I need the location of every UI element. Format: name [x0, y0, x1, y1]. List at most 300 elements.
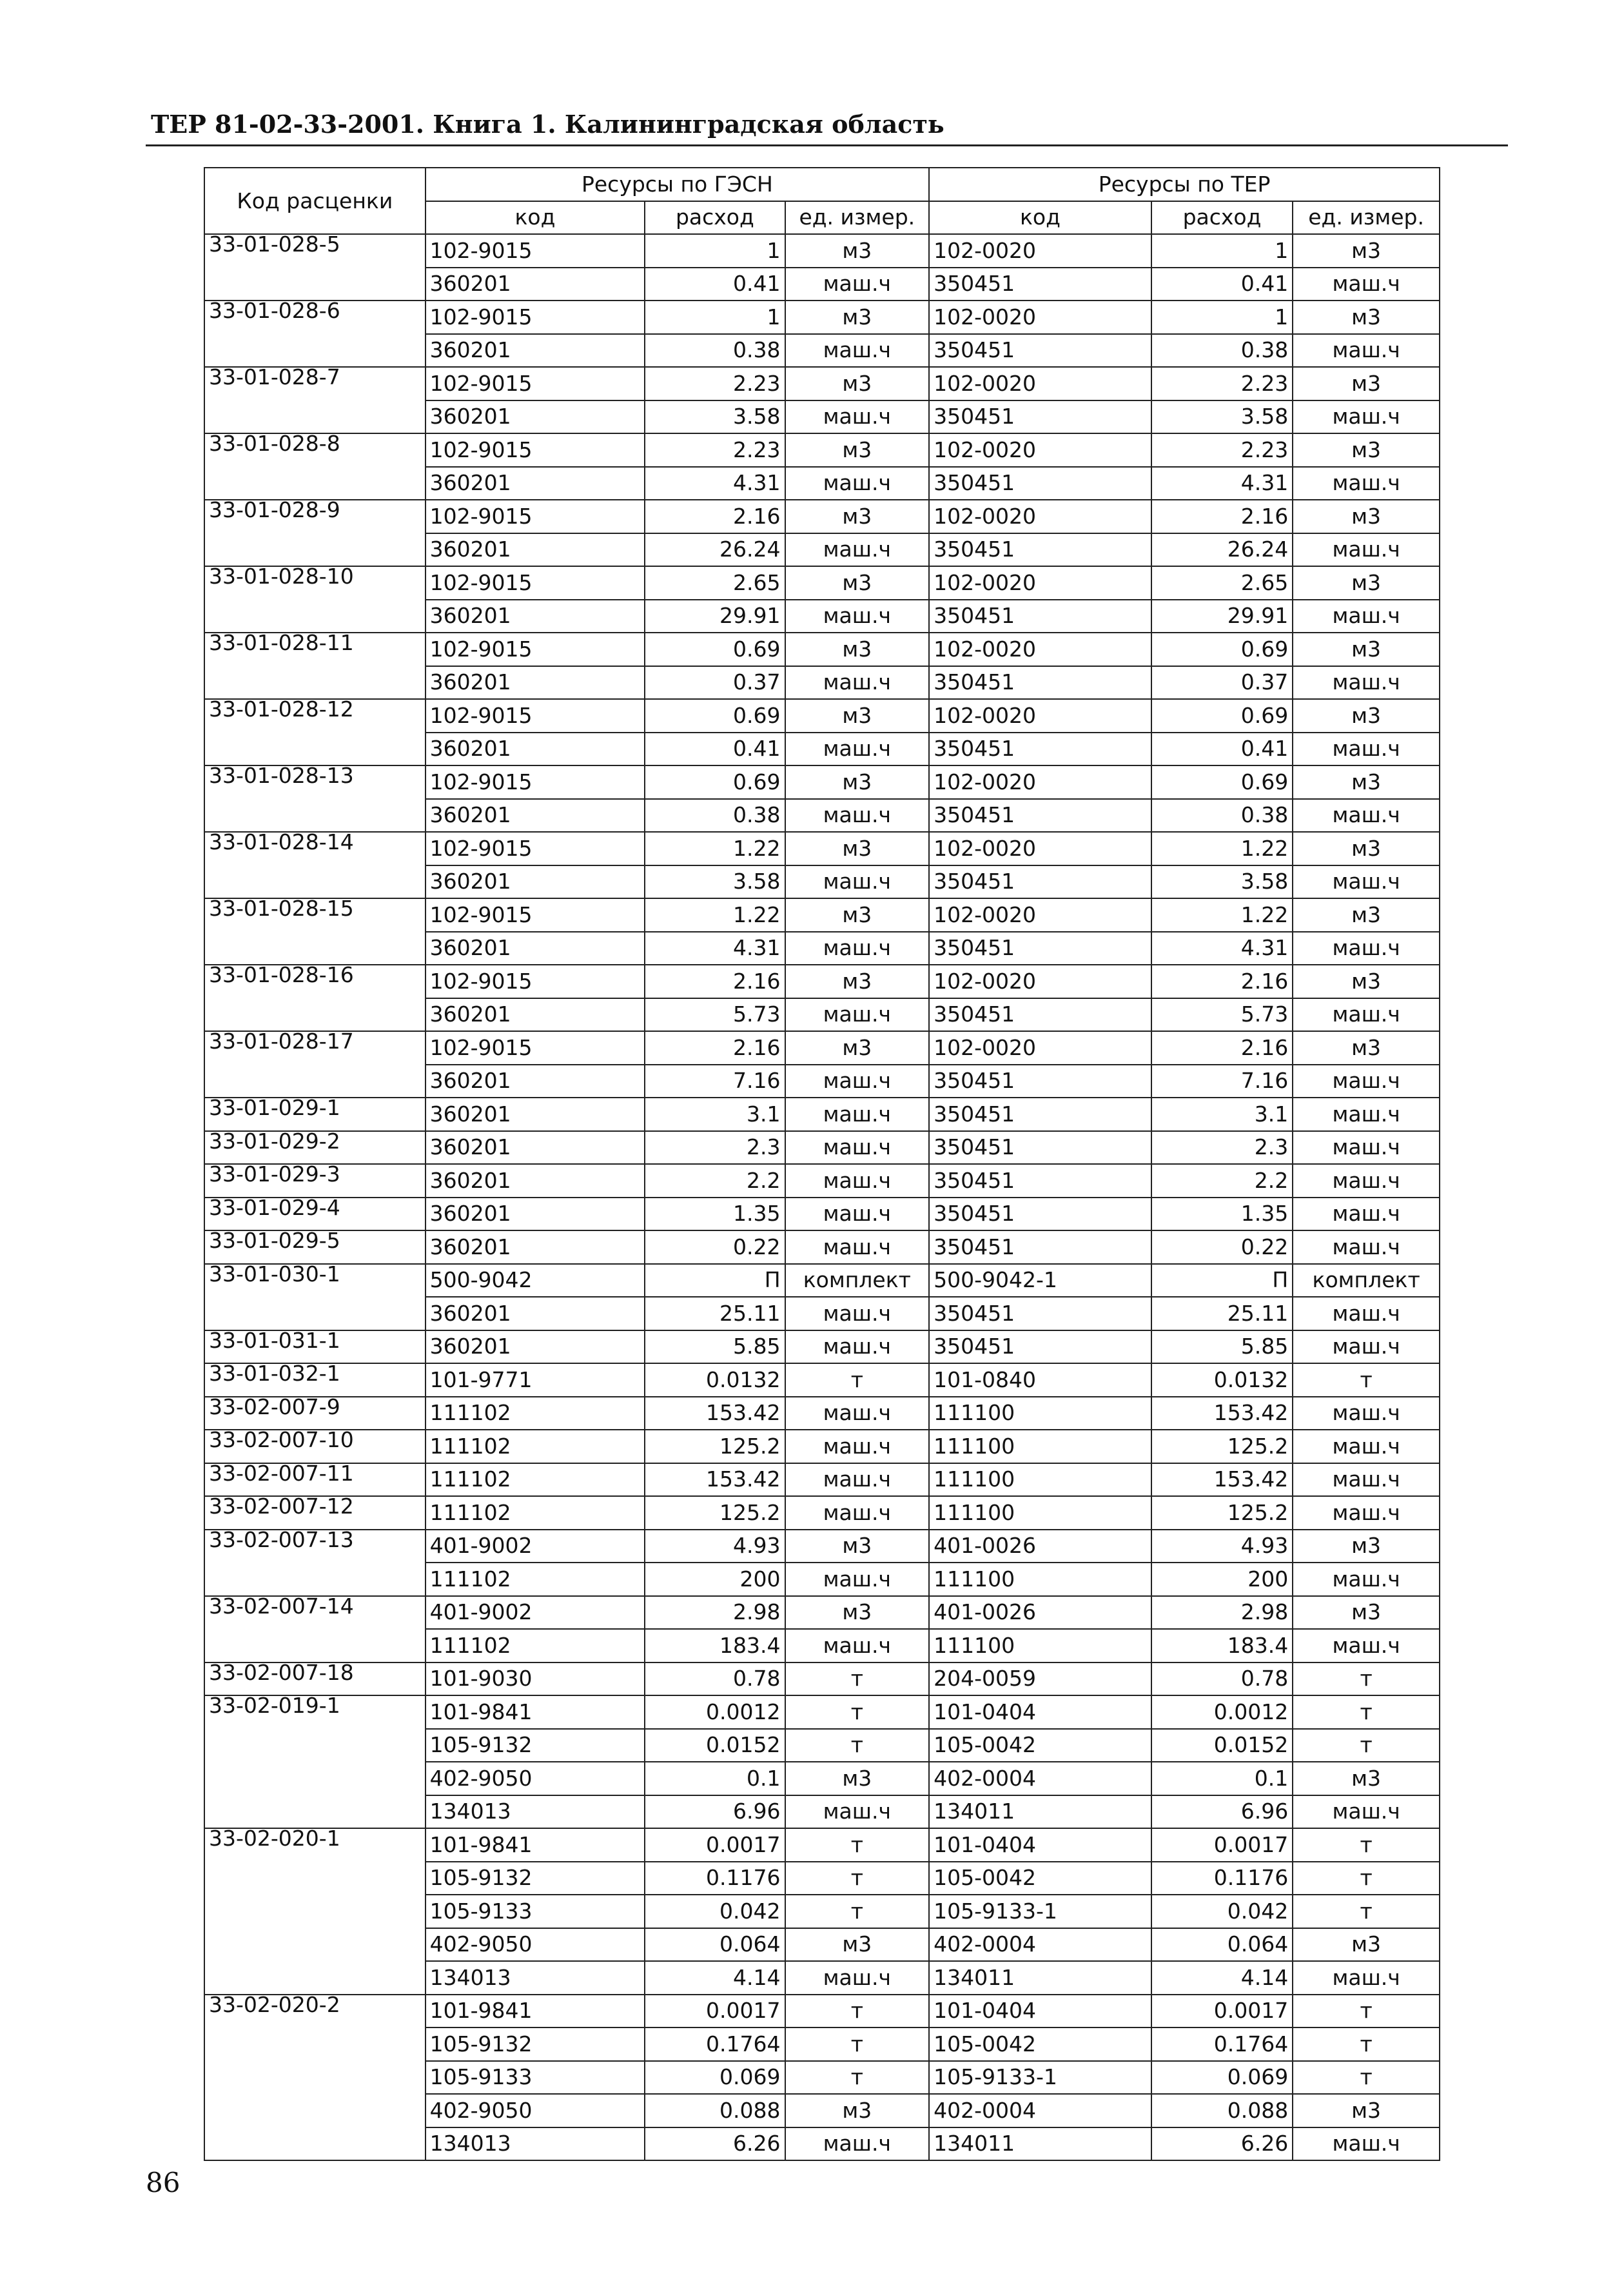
gesn-code-cell: 360201	[426, 268, 645, 301]
ter-code-cell: 102-0020	[929, 301, 1151, 334]
ter-code-cell: 101-0840	[929, 1363, 1151, 1397]
ter-amount-cell: 0.064	[1151, 1928, 1293, 1962]
table-row	[204, 1695, 1440, 1729]
gesn-unit-cell: маш.ч	[785, 1397, 930, 1430]
gesn-unit-cell: маш.ч	[785, 1463, 930, 1497]
ter-unit-cell: маш.ч	[1293, 334, 1440, 368]
ter-unit-header: ед. измер.	[1293, 201, 1440, 235]
gesn-unit-cell: маш.ч	[785, 268, 930, 301]
ter-code-cell: 350451	[929, 799, 1151, 833]
rate-code-cell: 33-02-007-12	[204, 1496, 426, 1530]
ter-code-cell: 111100	[929, 1397, 1151, 1430]
table-row	[204, 633, 1440, 666]
ter-unit-cell: маш.ч	[1293, 1330, 1440, 1364]
ter-code-cell: 350451	[929, 1230, 1151, 1264]
ter-unit-cell: маш.ч	[1293, 1164, 1440, 1198]
gesn-amount-cell: 0.0132	[645, 1363, 785, 1397]
ter-unit-cell: маш.ч	[1293, 666, 1440, 700]
gesn-unit-cell: маш.ч	[785, 400, 930, 434]
ter-code-cell: 102-0020	[929, 500, 1151, 533]
gesn-code-cell: 360201	[426, 799, 645, 833]
rate-code-cell: 33-01-028-16	[204, 965, 426, 1031]
gesn-amount-cell: П	[645, 1264, 785, 1297]
ter-code-cell: 111100	[929, 1496, 1151, 1530]
ter-amount-cell: 2.65	[1151, 566, 1293, 600]
gesn-amount-cell: 4.14	[645, 1961, 785, 1995]
ter-code-cell: 350451	[929, 533, 1151, 567]
ter-code-cell: 350451	[929, 1098, 1151, 1131]
ter-amount-cell: 0.0017	[1151, 1828, 1293, 1862]
gesn-amount-cell: 0.78	[645, 1662, 785, 1696]
table-row	[204, 301, 1440, 334]
gesn-unit-cell: м3	[785, 500, 930, 533]
page-number: 86	[146, 2167, 181, 2198]
gesn-amount-cell: 0.41	[645, 268, 785, 301]
ter-amount-cell: 0.1176	[1151, 1862, 1293, 1895]
table-row	[204, 1530, 1440, 1563]
gesn-unit-cell: маш.ч	[785, 1098, 930, 1131]
gesn-code-cell: 401-9002	[426, 1596, 645, 1630]
ter-code-cell: 134011	[929, 1795, 1151, 1829]
ter-amount-cell: 0.0132	[1151, 1363, 1293, 1397]
gesn-code-cell: 500-9042	[426, 1264, 645, 1297]
rate-code-cell: 33-01-028-14	[204, 832, 426, 898]
ter-unit-cell: м3	[1293, 234, 1440, 268]
gesn-code-cell: 360201	[426, 467, 645, 500]
ter-unit-cell: т	[1293, 2061, 1440, 2095]
gesn-unit-cell: маш.ч	[785, 1629, 930, 1662]
gesn-code-cell: 360201	[426, 1164, 645, 1198]
table-row	[204, 1264, 1440, 1297]
gesn-code-cell: 102-9015	[426, 965, 645, 998]
gesn-code-cell: 402-9050	[426, 2094, 645, 2127]
gesn-unit-header: ед. измер.	[785, 201, 930, 235]
gesn-code-cell: 360201	[426, 932, 645, 965]
gesn-unit-cell: м3	[785, 1596, 930, 1630]
ter-unit-cell: маш.ч	[1293, 268, 1440, 301]
gesn-unit-cell: т	[785, 1695, 930, 1729]
ter-unit-cell: м3	[1293, 832, 1440, 865]
gesn-amount-cell: 0.1764	[645, 2027, 785, 2061]
gesn-code-cell: 134013	[426, 2127, 645, 2161]
rate-code-cell: 33-01-028-17	[204, 1031, 426, 1098]
ter-amount-cell: 6.96	[1151, 1795, 1293, 1829]
ter-code-cell: 134011	[929, 1961, 1151, 1995]
ter-code-cell: 402-0004	[929, 2094, 1151, 2127]
gesn-amount-header: расход	[645, 201, 785, 235]
gesn-code-cell: 360201	[426, 533, 645, 567]
gesn-amount-cell: 4.31	[645, 467, 785, 500]
table-row	[204, 1430, 1440, 1463]
table-row	[204, 898, 1440, 932]
table-row	[204, 965, 1440, 998]
gesn-unit-cell: маш.ч	[785, 1198, 930, 1231]
ter-code-cell: 402-0004	[929, 1928, 1151, 1962]
ter-code-cell: 105-0042	[929, 2027, 1151, 2061]
ter-amount-cell: 0.78	[1151, 1662, 1293, 1696]
rate-code-cell: 33-01-032-1	[204, 1363, 426, 1397]
table-row	[204, 1363, 1440, 1397]
ter-unit-cell: м3	[1293, 1596, 1440, 1630]
ter-amount-cell: 1	[1151, 234, 1293, 268]
ter-unit-cell: маш.ч	[1293, 1430, 1440, 1463]
rate-code-cell: 33-01-028-6	[204, 301, 426, 367]
ter-code-cell: 401-0026	[929, 1530, 1151, 1563]
ter-amount-cell: 2.16	[1151, 965, 1293, 998]
ter-code-cell: 350451	[929, 1297, 1151, 1330]
gesn-code-cell: 111102	[426, 1397, 645, 1430]
table-row	[204, 566, 1440, 600]
table-row	[204, 1662, 1440, 1696]
gesn-code-cell: 402-9050	[426, 1928, 645, 1962]
ter-amount-cell: 3.1	[1151, 1098, 1293, 1131]
ter-code-cell: 102-0020	[929, 832, 1151, 865]
ter-unit-cell: м3	[1293, 1762, 1440, 1795]
ter-amount-cell: 183.4	[1151, 1629, 1293, 1662]
ter-code-cell: 350451	[929, 865, 1151, 899]
header-divider	[146, 144, 1508, 146]
gesn-code-header: код	[426, 201, 645, 235]
rate-code-cell: 33-02-019-1	[204, 1695, 426, 1828]
ter-amount-cell: 2.23	[1151, 433, 1293, 467]
gesn-code-cell: 105-9132	[426, 1729, 645, 1762]
table-row	[204, 1397, 1440, 1430]
ter-code-cell: 102-0020	[929, 965, 1151, 998]
gesn-amount-cell: 0.1176	[645, 1862, 785, 1895]
gesn-unit-cell: комплект	[785, 1264, 930, 1297]
gesn-unit-cell: маш.ч	[785, 1297, 930, 1330]
ter-unit-cell: м3	[1293, 301, 1440, 334]
ter-resources-header: Ресурсы по ТЕР	[929, 168, 1440, 201]
gesn-unit-cell: м3	[785, 367, 930, 400]
table-row	[204, 1496, 1440, 1530]
gesn-amount-cell: 25.11	[645, 1297, 785, 1330]
resources-table	[204, 167, 1440, 2161]
ter-amount-cell: 5.85	[1151, 1330, 1293, 1364]
gesn-unit-cell: м3	[785, 2094, 930, 2127]
gesn-code-cell: 102-9015	[426, 832, 645, 865]
table-row	[204, 234, 1440, 268]
ter-amount-cell: 26.24	[1151, 533, 1293, 567]
gesn-unit-cell: м3	[785, 832, 930, 865]
ter-amount-cell: 2.3	[1151, 1131, 1293, 1165]
gesn-code-cell: 402-9050	[426, 1762, 645, 1795]
ter-amount-cell: 1.35	[1151, 1198, 1293, 1231]
gesn-unit-cell: м3	[785, 765, 930, 799]
gesn-amount-cell: 2.23	[645, 367, 785, 400]
gesn-amount-cell: 200	[645, 1563, 785, 1596]
gesn-amount-cell: 2.16	[645, 500, 785, 533]
ter-amount-cell: 7.16	[1151, 1065, 1293, 1098]
ter-code-cell: 401-0026	[929, 1596, 1151, 1630]
gesn-amount-cell: 2.23	[645, 433, 785, 467]
gesn-amount-cell: 0.69	[645, 633, 785, 666]
ter-unit-cell: маш.ч	[1293, 1629, 1440, 1662]
gesn-amount-cell: 0.1	[645, 1762, 785, 1795]
ter-amount-cell: П	[1151, 1264, 1293, 1297]
ter-unit-cell: м3	[1293, 699, 1440, 733]
rate-code-cell: 33-02-007-13	[204, 1530, 426, 1596]
gesn-unit-cell: м3	[785, 566, 930, 600]
rate-code-cell: 33-01-028-12	[204, 699, 426, 765]
gesn-unit-cell: маш.ч	[785, 1430, 930, 1463]
gesn-amount-cell: 6.26	[645, 2127, 785, 2161]
ter-code-cell: 102-0020	[929, 898, 1151, 932]
ter-unit-cell: м3	[1293, 765, 1440, 799]
ter-unit-cell: т	[1293, 1363, 1440, 1397]
rate-code-header: Код расценки	[204, 168, 426, 234]
gesn-code-cell: 101-9771	[426, 1363, 645, 1397]
gesn-amount-cell: 2.3	[645, 1131, 785, 1165]
gesn-unit-cell: маш.ч	[785, 334, 930, 368]
ter-amount-cell: 6.26	[1151, 2127, 1293, 2161]
ter-unit-cell: т	[1293, 1895, 1440, 1928]
ter-code-cell: 350451	[929, 1131, 1151, 1165]
ter-code-cell: 102-0020	[929, 699, 1151, 733]
ter-code-cell: 111100	[929, 1563, 1151, 1596]
gesn-code-cell: 102-9015	[426, 765, 645, 799]
ter-amount-cell: 4.31	[1151, 932, 1293, 965]
table-row	[204, 1828, 1440, 1862]
table-row	[204, 1330, 1440, 1364]
gesn-code-cell: 102-9015	[426, 367, 645, 400]
ter-unit-cell: маш.ч	[1293, 799, 1440, 833]
gesn-resources-header: Ресурсы по ГЭСН	[426, 168, 929, 201]
gesn-amount-cell: 0.069	[645, 2061, 785, 2095]
ter-unit-cell: маш.ч	[1293, 1098, 1440, 1131]
gesn-amount-cell: 4.93	[645, 1530, 785, 1563]
rate-code-cell: 33-02-007-18	[204, 1662, 426, 1696]
ter-code-cell: 204-0059	[929, 1662, 1151, 1696]
gesn-code-cell: 111102	[426, 1430, 645, 1463]
gesn-code-cell: 101-9841	[426, 1695, 645, 1729]
gesn-amount-cell: 1.35	[645, 1198, 785, 1231]
gesn-amount-cell: 2.65	[645, 566, 785, 600]
gesn-amount-cell: 0.38	[645, 799, 785, 833]
ter-code-cell: 350451	[929, 268, 1151, 301]
gesn-amount-cell: 0.042	[645, 1895, 785, 1928]
rate-code-cell: 33-02-007-14	[204, 1596, 426, 1662]
table-row	[204, 1031, 1440, 1065]
ter-code-cell: 102-0020	[929, 367, 1151, 400]
gesn-unit-cell: маш.ч	[785, 932, 930, 965]
gesn-amount-cell: 7.16	[645, 1065, 785, 1098]
ter-unit-cell: маш.ч	[1293, 865, 1440, 899]
ter-amount-cell: 3.58	[1151, 400, 1293, 434]
gesn-amount-cell: 0.0152	[645, 1729, 785, 1762]
ter-unit-cell: маш.ч	[1293, 1297, 1440, 1330]
gesn-unit-cell: маш.ч	[785, 1961, 930, 1995]
gesn-unit-cell: т	[785, 1828, 930, 1862]
ter-code-cell: 105-9133-1	[929, 1895, 1151, 1928]
ter-amount-cell: 200	[1151, 1563, 1293, 1596]
gesn-unit-cell: м3	[785, 1530, 930, 1563]
gesn-code-cell: 102-9015	[426, 301, 645, 334]
ter-code-cell: 350451	[929, 1164, 1151, 1198]
gesn-unit-cell: т	[785, 1729, 930, 1762]
ter-unit-cell: м3	[1293, 500, 1440, 533]
table-row	[204, 1098, 1440, 1131]
ter-amount-cell: 125.2	[1151, 1430, 1293, 1463]
ter-unit-cell: м3	[1293, 1031, 1440, 1065]
ter-unit-cell: маш.ч	[1293, 1463, 1440, 1497]
ter-code-cell: 102-0020	[929, 633, 1151, 666]
rate-code-cell: 33-01-028-11	[204, 633, 426, 699]
ter-unit-cell: м3	[1293, 965, 1440, 998]
gesn-unit-cell: т	[785, 1995, 930, 2028]
gesn-amount-cell: 5.85	[645, 1330, 785, 1364]
ter-code-cell: 350451	[929, 666, 1151, 700]
ter-unit-cell: маш.ч	[1293, 400, 1440, 434]
gesn-unit-cell: м3	[785, 898, 930, 932]
ter-unit-cell: т	[1293, 1828, 1440, 1862]
ter-unit-cell: т	[1293, 2027, 1440, 2061]
ter-code-cell: 402-0004	[929, 1762, 1151, 1795]
gesn-code-cell: 134013	[426, 1795, 645, 1829]
ter-unit-cell: м3	[1293, 1530, 1440, 1563]
ter-code-cell: 102-0020	[929, 566, 1151, 600]
gesn-amount-cell: 1.22	[645, 832, 785, 865]
ter-unit-cell: маш.ч	[1293, 1230, 1440, 1264]
rate-code-cell: 33-01-028-7	[204, 367, 426, 433]
gesn-code-cell: 134013	[426, 1961, 645, 1995]
ter-code-cell: 350451	[929, 998, 1151, 1032]
gesn-amount-cell: 0.69	[645, 699, 785, 733]
gesn-amount-cell: 125.2	[645, 1496, 785, 1530]
ter-amount-cell: 0.41	[1151, 733, 1293, 766]
gesn-amount-cell: 3.1	[645, 1098, 785, 1131]
gesn-amount-cell: 1	[645, 301, 785, 334]
ter-code-cell: 111100	[929, 1629, 1151, 1662]
ter-amount-cell: 153.42	[1151, 1397, 1293, 1430]
gesn-amount-cell: 1	[645, 234, 785, 268]
ter-code-cell: 350451	[929, 467, 1151, 500]
ter-code-cell: 134011	[929, 2127, 1151, 2161]
gesn-unit-cell: маш.ч	[785, 1230, 930, 1264]
ter-unit-cell: маш.ч	[1293, 733, 1440, 766]
rate-code-cell: 33-01-029-3	[204, 1164, 426, 1198]
gesn-unit-cell: маш.ч	[785, 1330, 930, 1364]
ter-unit-cell: маш.ч	[1293, 2127, 1440, 2161]
ter-amount-cell: 25.11	[1151, 1297, 1293, 1330]
ter-code-cell: 500-9042-1	[929, 1264, 1151, 1297]
table-row	[204, 1164, 1440, 1198]
ter-amount-cell: 0.1	[1151, 1762, 1293, 1795]
gesn-code-cell: 360201	[426, 1330, 645, 1364]
rate-code-cell: 33-01-028-13	[204, 765, 426, 832]
gesn-unit-cell: т	[785, 1363, 930, 1397]
ter-amount-cell: 0.69	[1151, 765, 1293, 799]
ter-amount-cell: 1	[1151, 301, 1293, 334]
ter-unit-cell: маш.ч	[1293, 1496, 1440, 1530]
rate-code-cell: 33-01-029-5	[204, 1230, 426, 1264]
ter-amount-cell: 0.22	[1151, 1230, 1293, 1264]
ter-amount-cell: 0.042	[1151, 1895, 1293, 1928]
gesn-amount-cell: 3.58	[645, 865, 785, 899]
ter-amount-cell: 0.0017	[1151, 1995, 1293, 2028]
ter-unit-cell: м3	[1293, 566, 1440, 600]
gesn-code-cell: 101-9841	[426, 1828, 645, 1862]
rate-code-cell: 33-01-029-1	[204, 1098, 426, 1131]
gesn-unit-cell: маш.ч	[785, 1563, 930, 1596]
ter-unit-cell: маш.ч	[1293, 1198, 1440, 1231]
gesn-code-cell: 102-9015	[426, 566, 645, 600]
gesn-amount-cell: 2.16	[645, 965, 785, 998]
gesn-unit-cell: маш.ч	[785, 1065, 930, 1098]
gesn-amount-cell: 0.69	[645, 765, 785, 799]
gesn-code-cell: 102-9015	[426, 433, 645, 467]
gesn-code-cell: 360201	[426, 1230, 645, 1264]
ter-amount-cell: 4.93	[1151, 1530, 1293, 1563]
gesn-unit-cell: маш.ч	[785, 467, 930, 500]
ter-code-cell: 350451	[929, 400, 1151, 434]
ter-unit-cell: маш.ч	[1293, 1065, 1440, 1098]
table-row	[204, 500, 1440, 533]
gesn-unit-cell: м3	[785, 1928, 930, 1962]
ter-amount-header: расход	[1151, 201, 1293, 235]
gesn-code-cell: 102-9015	[426, 500, 645, 533]
gesn-unit-cell: м3	[785, 699, 930, 733]
ter-code-cell: 105-0042	[929, 1729, 1151, 1762]
gesn-code-cell: 102-9015	[426, 898, 645, 932]
gesn-code-cell: 360201	[426, 600, 645, 633]
ter-amount-cell: 0.41	[1151, 268, 1293, 301]
ter-amount-cell: 2.2	[1151, 1164, 1293, 1198]
table-row	[204, 1995, 1440, 2028]
gesn-amount-cell: 0.22	[645, 1230, 785, 1264]
ter-unit-cell: т	[1293, 1995, 1440, 2028]
ter-code-cell: 101-0404	[929, 1995, 1151, 2028]
ter-code-cell: 105-9133-1	[929, 2061, 1151, 2095]
rate-code-cell: 33-01-028-15	[204, 898, 426, 965]
ter-amount-cell: 4.31	[1151, 467, 1293, 500]
gesn-amount-cell: 5.73	[645, 998, 785, 1032]
gesn-code-cell: 111102	[426, 1563, 645, 1596]
ter-code-cell: 102-0020	[929, 1031, 1151, 1065]
ter-code-cell: 350451	[929, 1330, 1151, 1364]
gesn-unit-cell: маш.ч	[785, 865, 930, 899]
gesn-unit-cell: маш.ч	[785, 666, 930, 700]
rate-code-cell: 33-01-030-1	[204, 1264, 426, 1330]
table-row	[204, 1596, 1440, 1630]
gesn-code-cell: 101-9030	[426, 1662, 645, 1696]
rate-code-cell: 33-02-007-10	[204, 1430, 426, 1463]
gesn-unit-cell: маш.ч	[785, 1496, 930, 1530]
gesn-code-cell: 105-9132	[426, 2027, 645, 2061]
ter-unit-cell: маш.ч	[1293, 1397, 1440, 1430]
ter-unit-cell: м3	[1293, 633, 1440, 666]
gesn-code-cell: 360201	[426, 1297, 645, 1330]
ter-amount-cell: 4.14	[1151, 1961, 1293, 1995]
ter-code-cell: 102-0020	[929, 765, 1151, 799]
gesn-code-cell: 111102	[426, 1463, 645, 1497]
table-row	[204, 1230, 1440, 1264]
ter-unit-cell: маш.ч	[1293, 533, 1440, 567]
ter-code-cell: 111100	[929, 1463, 1151, 1497]
ter-unit-cell: маш.ч	[1293, 1563, 1440, 1596]
table-body	[204, 234, 1440, 2160]
ter-amount-cell: 0.38	[1151, 334, 1293, 368]
gesn-unit-cell: т	[785, 2027, 930, 2061]
gesn-code-cell: 102-9015	[426, 1031, 645, 1065]
gesn-unit-cell: маш.ч	[785, 733, 930, 766]
gesn-unit-cell: маш.ч	[785, 1131, 930, 1165]
gesn-unit-cell: м3	[785, 1762, 930, 1795]
gesn-amount-cell: 4.31	[645, 932, 785, 965]
gesn-unit-cell: маш.ч	[785, 2127, 930, 2161]
gesn-amount-cell: 0.0012	[645, 1695, 785, 1729]
ter-code-header: код	[929, 201, 1151, 235]
